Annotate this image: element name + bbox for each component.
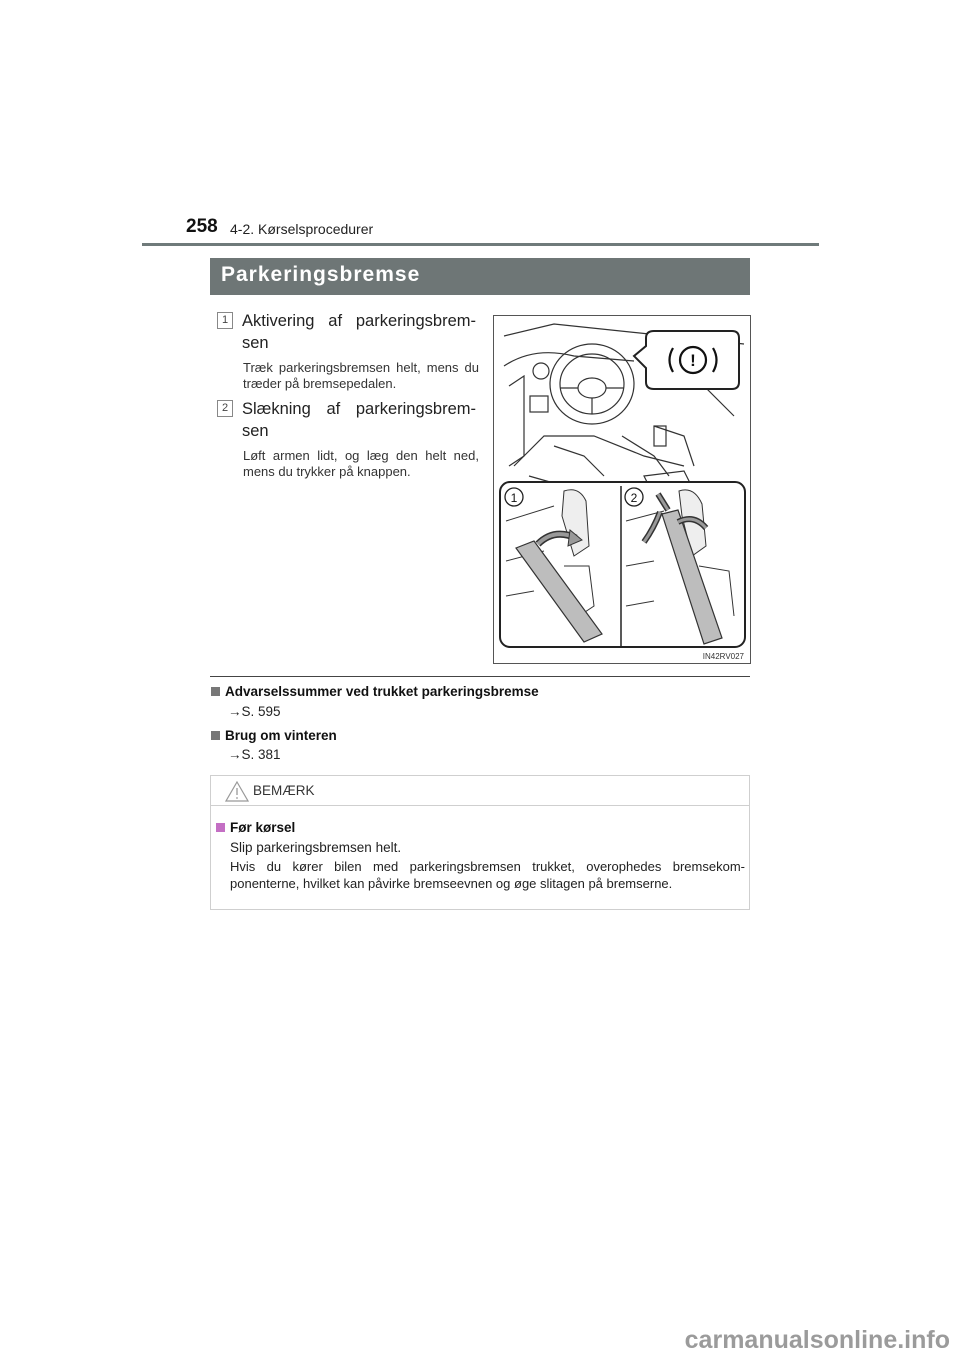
figure-callout-1-label: 1	[510, 491, 518, 505]
notice-subheading-text: Før kørsel	[230, 820, 296, 835]
figure-callout-2-label: 2	[630, 491, 638, 505]
step-2-body: Løft armen lidt, og læg den helt ned, mens du trykker på knappen.	[243, 448, 479, 479]
info-item-2	[211, 727, 337, 745]
dashboard-drawing	[494, 316, 750, 663]
bullet-square	[216, 823, 225, 832]
info-item-2-ref[interactable]: →S. 381	[228, 747, 281, 762]
step-1-title: Aktivering af parkeringsbrem-sen	[242, 312, 476, 352]
bullet-square	[211, 731, 220, 740]
step-1-body: Træk parkeringsbremsen helt, mens du træder på bremsepedalen.	[243, 360, 479, 391]
page-title: Parkeringsbremse	[221, 263, 421, 286]
step-2-title: Slækning af parkeringsbrem-sen	[242, 400, 476, 440]
figure-code: IN42RV027	[702, 652, 744, 661]
bullet-square	[211, 687, 220, 696]
header-rule	[142, 243, 819, 246]
notice-subheading	[216, 820, 295, 835]
svg-text:!: !	[690, 351, 696, 370]
page-number: 258	[186, 216, 218, 237]
notice-header	[211, 776, 749, 806]
info-item-1-title: Advarselssummer ved trukket parkeringsbremse	[225, 684, 539, 699]
notice-line-2: Hvis du kører bilen med parkeringsbremsen trukket, overophedes bremsekom-ponenterne, hvilket kan påvirke bremseevnen og øge slitagen på bremserne.	[230, 859, 745, 891]
info-item-1-ref[interactable]: →S. 595	[228, 704, 281, 719]
notice-box	[210, 775, 750, 910]
title-bar	[210, 258, 750, 295]
callout-bubble	[634, 331, 739, 389]
warning-triangle-icon	[225, 781, 249, 802]
step-2-number: 2	[217, 400, 233, 417]
step-1-number: 1	[217, 312, 233, 329]
watermark: carmanualsonline.info	[684, 1326, 950, 1354]
section-divider	[210, 676, 750, 677]
parking-brake-illustration	[493, 315, 751, 664]
section-label: 4-2. Kørselsprocedurer	[230, 221, 374, 237]
notice-label: BEMÆRK	[253, 783, 315, 798]
info-item-2-title: Brug om vinteren	[225, 728, 337, 743]
info-item-1	[211, 683, 539, 701]
notice-line-1: Slip parkeringsbremsen helt.	[230, 840, 402, 855]
